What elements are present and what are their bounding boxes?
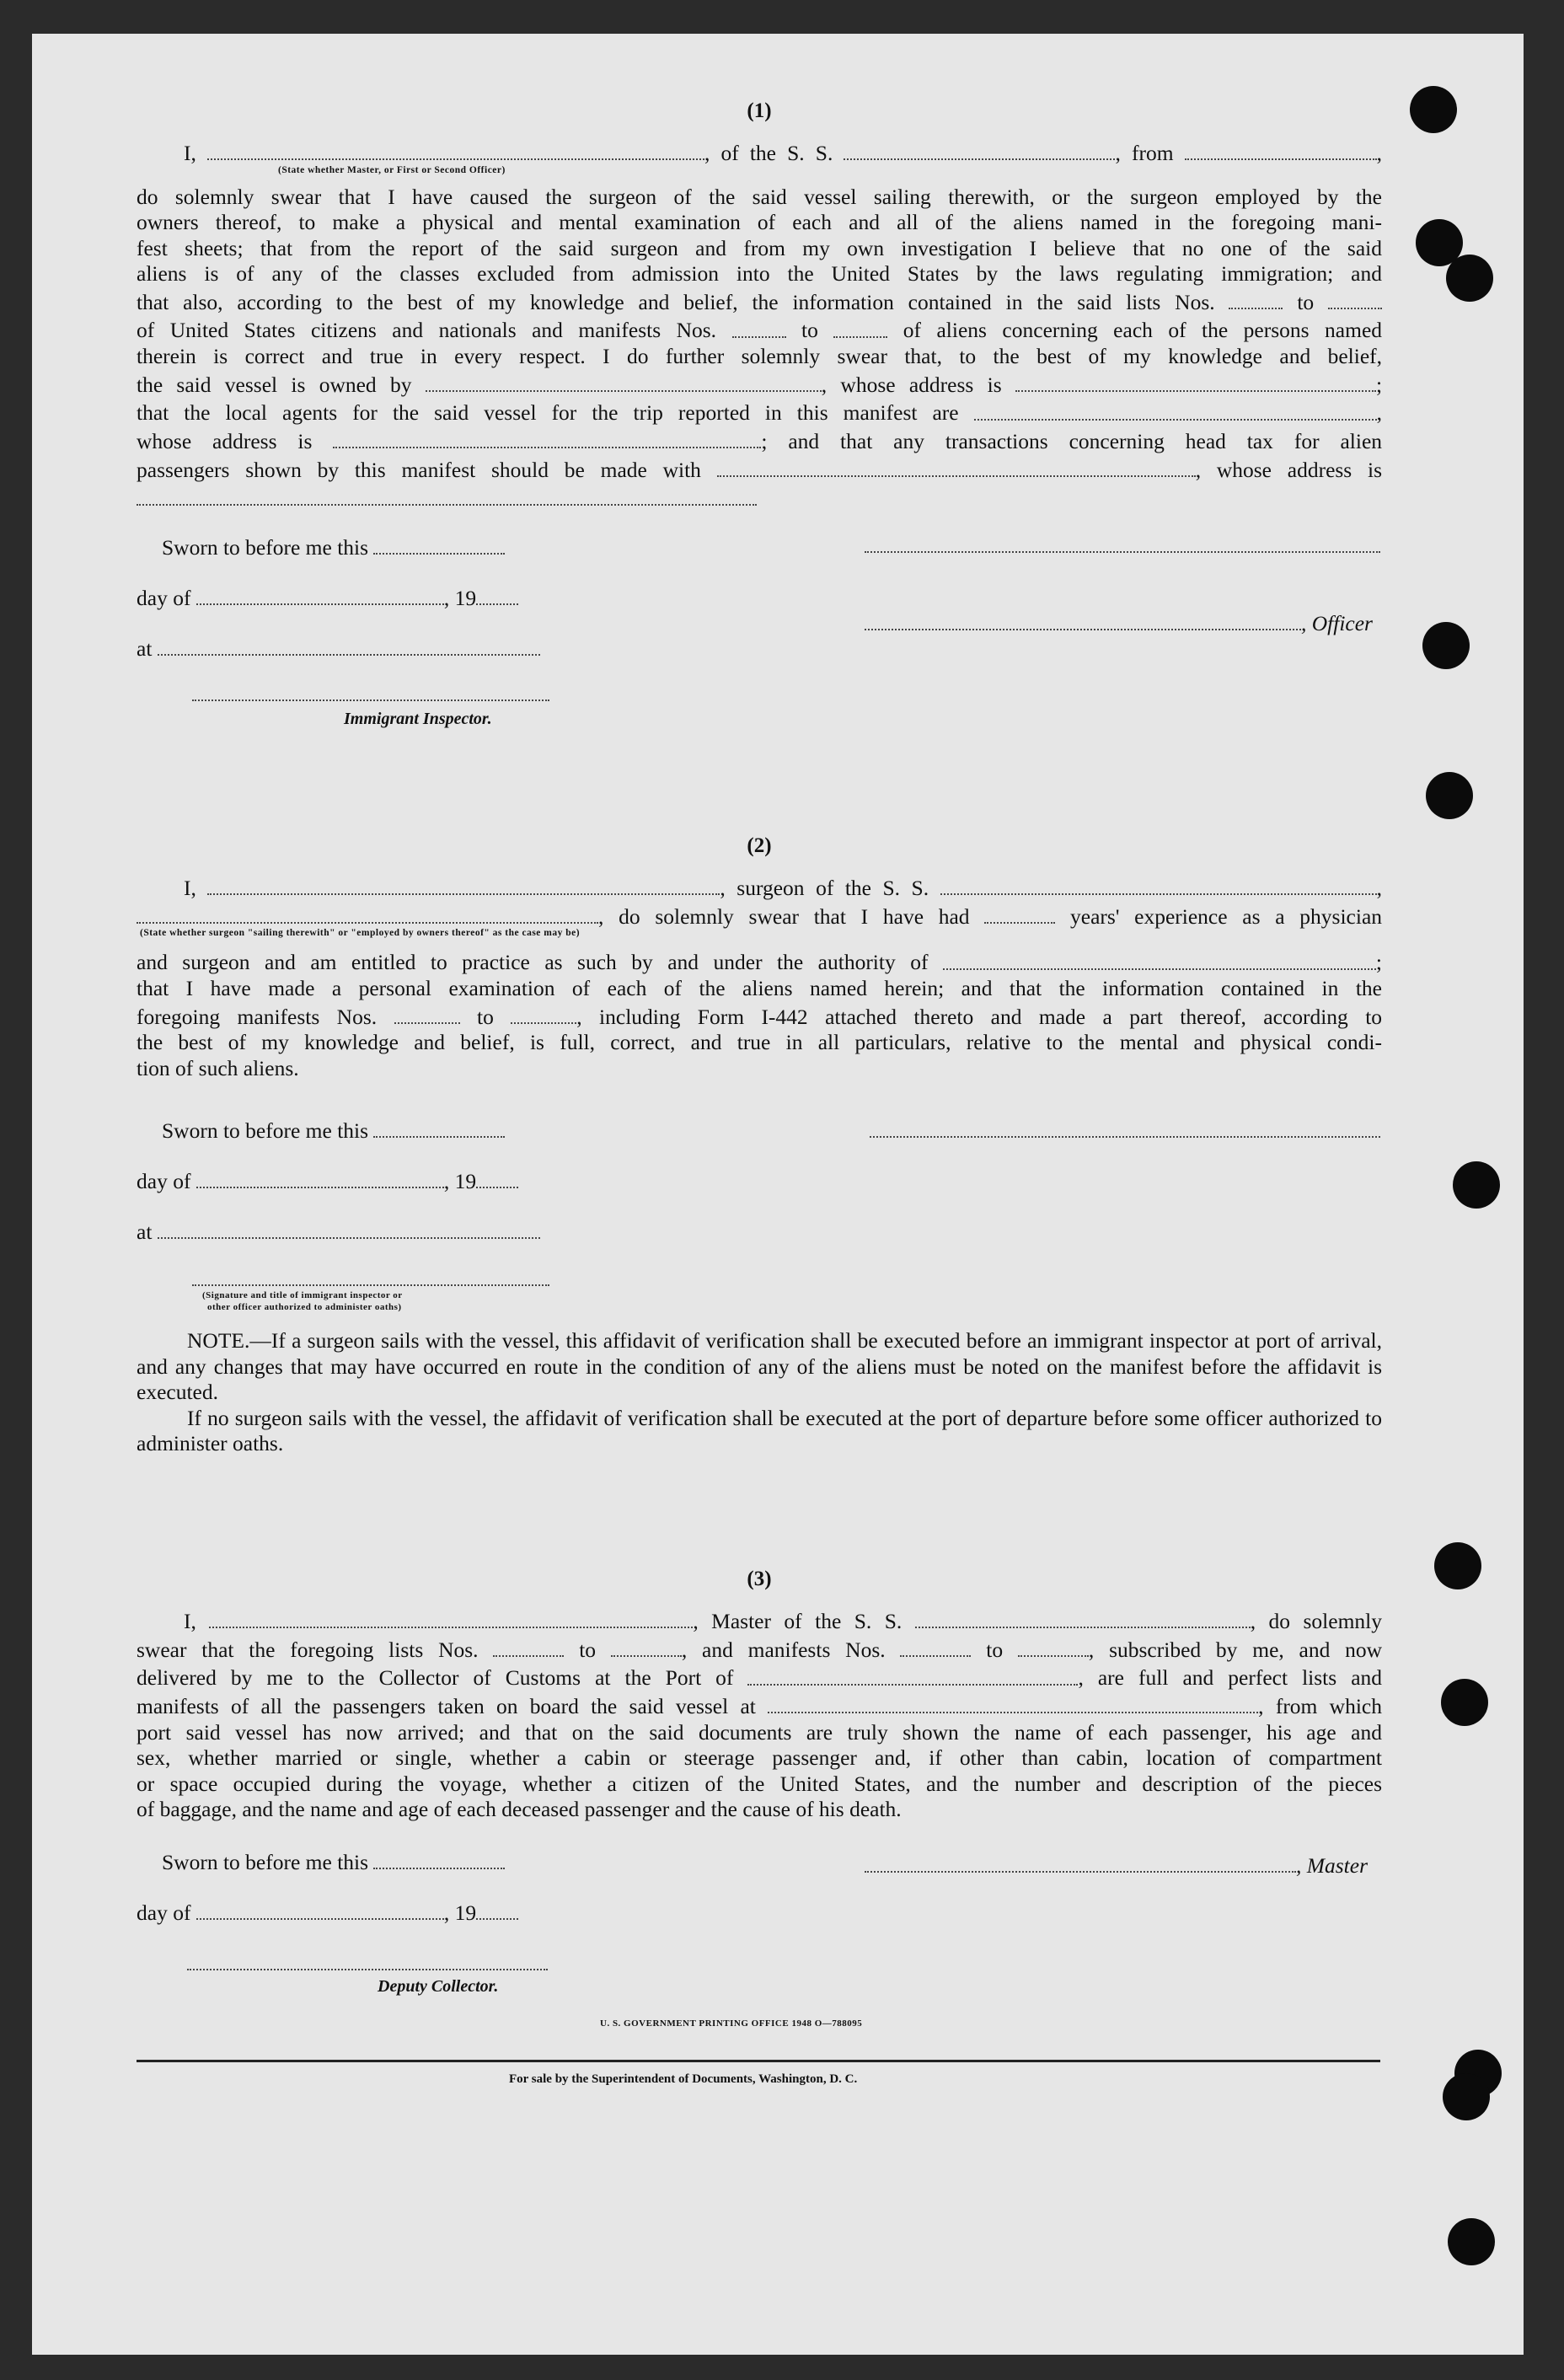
punch-hole: [1410, 86, 1457, 133]
lists-to-field[interactable]: [611, 1635, 682, 1657]
vessel-field[interactable]: [844, 138, 1115, 160]
manifests-to-field[interactable]: [1018, 1635, 1089, 1657]
sworn-place-field[interactable]: [158, 1217, 540, 1239]
manifests-to-field[interactable]: [833, 315, 887, 337]
owner-address-field[interactable]: [1015, 370, 1376, 392]
from-port-field[interactable]: [1185, 138, 1377, 160]
inspector-caption: Immigrant Inspector.: [344, 710, 492, 728]
signature-caption: (Signature and title of immigrant inspector or: [202, 1290, 403, 1300]
surgeon-signature-line[interactable]: [870, 1136, 1380, 1138]
surgeon-status-field[interactable]: [137, 902, 598, 924]
manifests-from-field[interactable]: [732, 315, 786, 337]
section-number: (1): [747, 99, 772, 122]
signature-caption: other officer authorized to administer oaths): [207, 1302, 402, 1312]
master-signature-line[interactable]: [865, 1851, 1296, 1873]
sworn-day-field[interactable]: [373, 533, 505, 555]
master-name-field[interactable]: [209, 1606, 693, 1628]
sworn-day-field[interactable]: [373, 1847, 505, 1869]
surgeon-caption: (State whether surgeon "sailing therewith" or "employed by owners thereof" as the case may be): [140, 928, 581, 939]
surgeon-manifests-to-field[interactable]: [511, 1002, 576, 1024]
punch-hole: [1443, 2073, 1490, 2120]
affidavit-master-arrival: (3) I, , Master of the S. S. , do solemnly swear that the foregoing lists Nos. to , and manifests Nos. to , subscribed by me, and now delivered by me to the Collector of Customs at the Port of , are full and perfect lists and manifests of all the passengers taken on board the said vessel at , from which port said vessel has now arrived; and that on the said documents are truly shown the name of each passenger, his age and sex, whether married or single, whether a cabin or steerage passenger and, if other than cabin, location of compartment or space occupied during the voyage, whether a citizen of the United States, and the number and description of the pieces of baggage, and the name and age of each deceased passenger and the cause of his death.: [137, 1568, 1383, 1822]
punch-hole: [1426, 772, 1473, 819]
sworn-year-field[interactable]: [476, 1898, 518, 1920]
sworn-month-field[interactable]: [196, 1898, 444, 1920]
officer-signature-line[interactable]: [865, 608, 1301, 630]
surgeon-manifests-from-field[interactable]: [394, 1002, 460, 1024]
sale-notice: For sale by the Superintendent of Documents, Washington, D. C.: [509, 2072, 858, 2086]
section-number: (2): [747, 834, 772, 857]
embarkation-port-field[interactable]: [768, 1691, 1258, 1713]
rank-caption: (State whether Master, or First or Second Officer): [278, 164, 506, 175]
rank-field[interactable]: [207, 138, 704, 160]
lists-from-field[interactable]: [1229, 287, 1283, 309]
master-vessel-field[interactable]: [915, 1606, 1251, 1628]
officer-signature-top-line[interactable]: [865, 551, 1380, 553]
surgeon-vessel-field[interactable]: [940, 873, 1377, 895]
owner-field[interactable]: [426, 370, 822, 392]
punch-hole: [1448, 2218, 1495, 2265]
head-tax-address-field[interactable]: [137, 484, 757, 506]
printing-office-imprint: U. S. GOVERNMENT PRINTING OFFICE 1948 O—788095: [600, 2018, 863, 2029]
port-field[interactable]: [747, 1663, 1078, 1685]
years-experience-field[interactable]: [984, 902, 1055, 924]
head-tax-agent-field[interactable]: [717, 455, 1196, 477]
sworn-month-field[interactable]: [196, 583, 444, 605]
punch-hole: [1446, 255, 1493, 302]
officer-signature-line[interactable]: [192, 1284, 549, 1286]
authority-field[interactable]: [943, 947, 1376, 969]
punch-hole: [1441, 1679, 1488, 1726]
affidavit-master: (1) I, , of the S. S. , from , (State whether Master, or First or Second Officer) do solemnly swear that I have caused the surgeon of the said vessel sailing therewith, or the surgeon employed by the owners thereof, to make a physical and mental examination of each and all of the aliens named in the foregoing mani- fest sheets; that from the report of the said surgeon and from my own investigation I believe that no one of the said aliens is of any of the classes excluded from admission into the United States by the laws regulating immigration; and that also, according to the best of my knowledge and belief, the information contained in the said lists Nos. to of United States citizens and nationals and manifests Nos. to of aliens concerning each of the persons named therein is correct and true in every respect. I do further solemnly swear that, to the best of my knowledge and belief, the said vessel is owned by , whose address is ; that the local agents for the said vessel for the trip reported in this manifest are , whose address is ; and that any transactions concerning head tax for alien passengers shown by this manifest should be made with , whose address is: [137, 99, 1382, 512]
sworn-day-field[interactable]: [373, 1116, 505, 1138]
sworn-year-field[interactable]: [476, 583, 518, 605]
deputy-caption: Deputy Collector.: [378, 1977, 499, 1996]
punch-hole: [1422, 622, 1470, 669]
sworn-month-field[interactable]: [196, 1166, 444, 1188]
lists-from-field[interactable]: [493, 1635, 564, 1657]
surgeon-name-field[interactable]: [207, 873, 720, 895]
agents-field[interactable]: [974, 398, 1377, 420]
sworn-year-field[interactable]: [476, 1166, 518, 1188]
footer-rule: [137, 2060, 1380, 2062]
affidavit-surgeon: (2) I, , surgeon of the S. S. , , do solemnly swear that I have had years' experience as a physician (State whether surgeon "sailing therewith" or "employed by owners thereof" as the case may be) and surgeon and am entitled to practice as such by and under the authority of ; that I have made a personal examination of each of the aliens named herein; and that the information contained in the foregoing manifests Nos. to , including Form I-442 attached thereto and made a part thereof, according to the best of my knowledge and belief, is full, correct, and true in all particulars, relative to the mental and physical condi- tion of such aliens.: [137, 834, 1383, 1080]
punch-hole: [1434, 1542, 1481, 1589]
lists-to-field[interactable]: [1328, 287, 1382, 309]
inspector-signature-line[interactable]: [192, 700, 549, 701]
section-number: (3): [747, 1568, 772, 1590]
manifests-from-field[interactable]: [900, 1635, 971, 1657]
punch-hole: [1453, 1161, 1500, 1209]
note: NOTE.—If a surgeon sails with the vessel, this affidavit of verification shall be executed before an immigrant inspector at port of arrival, and any changes that may have occurred en route in the condition of any of the aliens must be noted on the manifest before the affidavit is executed. If no surgeon sails with the vessel, the affidavit of verification shall be executed at the port of departure before some officer authorized to administer oaths.: [137, 1328, 1382, 1455]
deputy-signature-line[interactable]: [187, 1969, 548, 1970]
agents-address-field[interactable]: [333, 426, 761, 448]
sworn-place-field[interactable]: [158, 634, 540, 656]
